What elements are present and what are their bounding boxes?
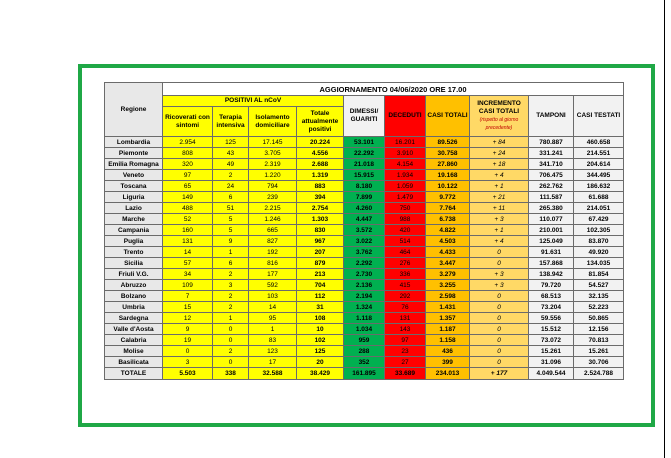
cell-incremento: 0 <box>470 313 529 324</box>
cell-totale-positivi: 1.303 <box>297 214 344 225</box>
cell-isolamento: 1.220 <box>249 170 297 181</box>
header-totale-positivi: Totale attualmente positivi <box>297 107 344 137</box>
cell-ricoverati: 2.954 <box>163 137 213 148</box>
cell-isolamento: 2.319 <box>249 159 297 170</box>
total-casi-testati: 2.524.788 <box>574 368 624 380</box>
cell-casi-testati: 54.527 <box>574 280 624 291</box>
cell-casi-totali: 1.187 <box>426 324 470 335</box>
cell-deceduti: 988 <box>385 214 426 225</box>
cell-ricoverati: 19 <box>163 335 213 346</box>
cell-isolamento: 827 <box>249 236 297 247</box>
cell-totale-positivi: 879 <box>297 258 344 269</box>
cell-deceduti: 76 <box>385 302 426 313</box>
cell-ricoverati: 488 <box>163 203 213 214</box>
cell-casi-testati: 61.688 <box>574 192 624 203</box>
cell-incremento: + 4 <box>470 170 529 181</box>
cell-incremento: + 1 <box>470 225 529 236</box>
cell-terapia: 2 <box>213 291 249 302</box>
cell-isolamento: 123 <box>249 346 297 357</box>
cell-deceduti: 16.201 <box>385 137 426 148</box>
table-row <box>105 225 624 236</box>
cell-totale-positivi: 31 <box>297 302 344 313</box>
table-row <box>105 302 624 313</box>
cell-dimessi: 1.118 <box>344 313 385 324</box>
cell-dimessi: 352 <box>344 357 385 368</box>
total-totale-positivi: 38.429 <box>297 368 344 380</box>
cell-isolamento: 1 <box>249 324 297 335</box>
header-casi-testati: CASI TESTATI <box>574 96 624 137</box>
covid-data-table <box>104 82 624 380</box>
table-row <box>105 357 624 368</box>
cell-totale-positivi: 10 <box>297 324 344 335</box>
cell-isolamento: 192 <box>249 247 297 258</box>
header-positivi-group: POSITIVI AL nCoV <box>163 96 344 107</box>
cell-totale-positivi: 1.319 <box>297 170 344 181</box>
cell-casi-totali: 436 <box>426 346 470 357</box>
cell-incremento: 0 <box>470 324 529 335</box>
cell-terapia: 1 <box>213 247 249 258</box>
cell-totale-positivi: 830 <box>297 225 344 236</box>
cell-tamponi: 59.556 <box>529 313 574 324</box>
cell-tamponi: 157.868 <box>529 258 574 269</box>
cell-dimessi: 2.136 <box>344 280 385 291</box>
cell-totale-positivi: 108 <box>297 313 344 324</box>
cell-casi-testati: 344.495 <box>574 170 624 181</box>
cell-incremento: + 84 <box>470 137 529 148</box>
cell-incremento: 0 <box>470 302 529 313</box>
cell-isolamento: 2.215 <box>249 203 297 214</box>
header-deceduti: DECEDUTI <box>385 96 426 137</box>
cell-ricoverati: 14 <box>163 247 213 258</box>
cell-deceduti: 276 <box>385 258 426 269</box>
total-region-name: TOTALE <box>105 368 163 380</box>
cell-deceduti: 464 <box>385 247 426 258</box>
cell-casi-testati: 15.261 <box>574 346 624 357</box>
cell-deceduti: 1.934 <box>385 170 426 181</box>
cell-dimessi: 7.899 <box>344 192 385 203</box>
cell-casi-testati: 83.870 <box>574 236 624 247</box>
cell-incremento: + 24 <box>470 148 529 159</box>
cell-totale-positivi: 207 <box>297 247 344 258</box>
cell-ricoverati: 57 <box>163 258 213 269</box>
cell-dimessi: 2.194 <box>344 291 385 302</box>
table-row <box>105 181 624 192</box>
cell-region-name: Emilia Romagna <box>105 159 163 170</box>
cell-terapia: 0 <box>213 357 249 368</box>
cell-deceduti: 4.154 <box>385 159 426 170</box>
cell-isolamento: 239 <box>249 192 297 203</box>
total-isolamento: 32.588 <box>249 368 297 380</box>
total-deceduti: 33.689 <box>385 368 426 380</box>
cell-terapia: 51 <box>213 203 249 214</box>
cell-deceduti: 420 <box>385 225 426 236</box>
cell-deceduti: 97 <box>385 335 426 346</box>
cell-region-name: Sicilia <box>105 258 163 269</box>
cell-dimessi: 3.572 <box>344 225 385 236</box>
cell-terapia: 49 <box>213 159 249 170</box>
cell-region-name: Molise <box>105 346 163 357</box>
cell-ricoverati: 7 <box>163 291 213 302</box>
cell-casi-totali: 89.526 <box>426 137 470 148</box>
cell-incremento: 0 <box>470 291 529 302</box>
cell-casi-testati: 460.658 <box>574 137 624 148</box>
cell-region-name: Liguria <box>105 192 163 203</box>
cell-casi-totali: 9.772 <box>426 192 470 203</box>
cell-region-name: Trento <box>105 247 163 258</box>
cell-dimessi: 4.447 <box>344 214 385 225</box>
header-ricoverati: Ricoverati con sintomi <box>163 107 213 137</box>
header-terapia: Terapia intensiva <box>213 107 249 137</box>
cell-casi-totali: 4.822 <box>426 225 470 236</box>
covid-table-sheet <box>104 82 624 380</box>
cell-terapia: 43 <box>213 148 249 159</box>
cell-totale-positivi: 967 <box>297 236 344 247</box>
cell-casi-totali: 27.860 <box>426 159 470 170</box>
cell-dimessi: 21.018 <box>344 159 385 170</box>
cell-casi-testati: 12.156 <box>574 324 624 335</box>
cell-region-name: Lazio <box>105 203 163 214</box>
cell-incremento: + 3 <box>470 269 529 280</box>
cell-dimessi: 1.034 <box>344 324 385 335</box>
cell-region-name: Lombardia <box>105 137 163 148</box>
cell-deceduti: 1.479 <box>385 192 426 203</box>
header-incremento <box>470 96 529 137</box>
cell-isolamento: 103 <box>249 291 297 302</box>
cell-deceduti: 292 <box>385 291 426 302</box>
cell-casi-totali: 3.255 <box>426 280 470 291</box>
cell-isolamento: 17.145 <box>249 137 297 148</box>
cell-tamponi: 73.204 <box>529 302 574 313</box>
cell-tamponi: 111.587 <box>529 192 574 203</box>
cell-casi-totali: 1.158 <box>426 335 470 346</box>
cell-terapia: 6 <box>213 258 249 269</box>
totale-row <box>105 368 624 380</box>
cell-tamponi: 262.762 <box>529 181 574 192</box>
cell-isolamento: 3.705 <box>249 148 297 159</box>
table-row <box>105 137 624 148</box>
cell-ricoverati: 3 <box>163 357 213 368</box>
cell-region-name: Toscana <box>105 181 163 192</box>
cell-dimessi: 53.101 <box>344 137 385 148</box>
table-row <box>105 247 624 258</box>
cell-dimessi: 22.292 <box>344 148 385 159</box>
cell-isolamento: 14 <box>249 302 297 313</box>
cell-ricoverati: 0 <box>163 346 213 357</box>
cell-deceduti: 23 <box>385 346 426 357</box>
cell-deceduti: 131 <box>385 313 426 324</box>
cell-terapia: 9 <box>213 236 249 247</box>
total-tamponi: 4.049.544 <box>529 368 574 380</box>
table-row <box>105 346 624 357</box>
cell-casi-totali: 7.764 <box>426 203 470 214</box>
cell-casi-testati: 70.813 <box>574 335 624 346</box>
cell-dimessi: 2.292 <box>344 258 385 269</box>
cell-terapia: 0 <box>213 324 249 335</box>
cell-ricoverati: 808 <box>163 148 213 159</box>
cell-ricoverati: 12 <box>163 313 213 324</box>
total-incremento: + 177 <box>470 368 529 380</box>
cell-dimessi: 8.180 <box>344 181 385 192</box>
table-row <box>105 269 624 280</box>
cell-ricoverati: 97 <box>163 170 213 181</box>
cell-casi-testati: 52.223 <box>574 302 624 313</box>
cell-terapia: 0 <box>213 335 249 346</box>
cell-isolamento: 83 <box>249 335 297 346</box>
cell-ricoverati: 34 <box>163 269 213 280</box>
cell-region-name: Abruzzo <box>105 280 163 291</box>
cell-ricoverati: 109 <box>163 280 213 291</box>
cell-dimessi: 1.324 <box>344 302 385 313</box>
cell-isolamento: 177 <box>249 269 297 280</box>
cell-incremento: + 4 <box>470 236 529 247</box>
cell-ricoverati: 320 <box>163 159 213 170</box>
cell-totale-positivi: 20.224 <box>297 137 344 148</box>
cell-region-name: Bolzano <box>105 291 163 302</box>
cell-terapia: 5 <box>213 214 249 225</box>
total-dimessi: 161.895 <box>344 368 385 380</box>
cell-deceduti: 143 <box>385 324 426 335</box>
cell-tamponi: 331.241 <box>529 148 574 159</box>
header-dimessi: DIMESSI/ GUARITI <box>344 96 385 137</box>
cell-dimessi: 3.762 <box>344 247 385 258</box>
table-row <box>105 236 624 247</box>
cell-tamponi: 15.261 <box>529 346 574 357</box>
table-row <box>105 203 624 214</box>
cell-terapia: 3 <box>213 280 249 291</box>
cell-isolamento: 17 <box>249 357 297 368</box>
cell-deceduti: 1.059 <box>385 181 426 192</box>
table-row <box>105 170 624 181</box>
cell-totale-positivi: 20 <box>297 357 344 368</box>
cell-ricoverati: 52 <box>163 214 213 225</box>
cell-ricoverati: 9 <box>163 324 213 335</box>
cell-region-name: Friuli V.G. <box>105 269 163 280</box>
cell-tamponi: 265.380 <box>529 203 574 214</box>
cell-incremento: 0 <box>470 346 529 357</box>
cell-incremento: + 3 <box>470 214 529 225</box>
cell-terapia: 5 <box>213 225 249 236</box>
cell-tamponi: 706.475 <box>529 170 574 181</box>
cell-casi-testati: 32.135 <box>574 291 624 302</box>
cell-dimessi: 3.022 <box>344 236 385 247</box>
cell-terapia: 1 <box>213 313 249 324</box>
cell-casi-testati: 214.051 <box>574 203 624 214</box>
cell-terapia: 2 <box>213 269 249 280</box>
cell-totale-positivi: 394 <box>297 192 344 203</box>
cell-terapia: 2 <box>213 302 249 313</box>
cell-region-name: Valle d'Aosta <box>105 324 163 335</box>
cell-casi-testati: 134.035 <box>574 258 624 269</box>
header-incremento-sub: (rispetto al giorno precedente) <box>479 117 519 131</box>
cell-dimessi: 959 <box>344 335 385 346</box>
header-casi-totali: CASI TOTALI <box>426 96 470 137</box>
cell-totale-positivi: 125 <box>297 346 344 357</box>
table-row <box>105 313 624 324</box>
cell-casi-totali: 19.168 <box>426 170 470 181</box>
header-regione: Regione <box>105 83 163 137</box>
cell-deceduti: 27 <box>385 357 426 368</box>
table-row <box>105 159 624 170</box>
table-row <box>105 148 624 159</box>
cell-region-name: Calabria <box>105 335 163 346</box>
cell-incremento: + 18 <box>470 159 529 170</box>
cell-ricoverati: 160 <box>163 225 213 236</box>
table-title: AGGIORNAMENTO 04/06/2020 ORE 17.00 <box>163 83 624 96</box>
cell-casi-testati: 204.614 <box>574 159 624 170</box>
cell-isolamento: 665 <box>249 225 297 236</box>
cell-region-name: Veneto <box>105 170 163 181</box>
table-row <box>105 258 624 269</box>
cell-casi-testati: 49.920 <box>574 247 624 258</box>
cell-totale-positivi: 2.754 <box>297 203 344 214</box>
header-incremento-label: INCREMENTO CASI TOTALI <box>477 100 521 115</box>
total-casi-totali: 234.013 <box>426 368 470 380</box>
cell-casi-testati: 50.865 <box>574 313 624 324</box>
cell-ricoverati: 149 <box>163 192 213 203</box>
cell-tamponi: 91.631 <box>529 247 574 258</box>
cell-incremento: 0 <box>470 357 529 368</box>
cell-tamponi: 15.512 <box>529 324 574 335</box>
cell-region-name: Basilicata <box>105 357 163 368</box>
cell-region-name: Marche <box>105 214 163 225</box>
cell-casi-totali: 399 <box>426 357 470 368</box>
table-row <box>105 324 624 335</box>
cell-casi-testati: 214.551 <box>574 148 624 159</box>
cell-tamponi: 110.077 <box>529 214 574 225</box>
cell-isolamento: 794 <box>249 181 297 192</box>
cell-isolamento: 592 <box>249 280 297 291</box>
cell-dimessi: 2.730 <box>344 269 385 280</box>
cell-tamponi: 31.096 <box>529 357 574 368</box>
cell-casi-totali: 30.758 <box>426 148 470 159</box>
cell-casi-testati: 67.429 <box>574 214 624 225</box>
cell-casi-totali: 2.598 <box>426 291 470 302</box>
cell-incremento: 0 <box>470 258 529 269</box>
cell-tamponi: 125.049 <box>529 236 574 247</box>
cell-region-name: Puglia <box>105 236 163 247</box>
total-ricoverati: 5.503 <box>163 368 213 380</box>
cell-casi-testati: 30.706 <box>574 357 624 368</box>
cell-casi-totali: 3.279 <box>426 269 470 280</box>
header-tamponi: TAMPONI <box>529 96 574 137</box>
cell-incremento: + 3 <box>470 280 529 291</box>
cell-totale-positivi: 4.556 <box>297 148 344 159</box>
cell-totale-positivi: 883 <box>297 181 344 192</box>
cell-casi-testati: 81.854 <box>574 269 624 280</box>
cell-tamponi: 341.710 <box>529 159 574 170</box>
cell-tamponi: 68.513 <box>529 291 574 302</box>
cell-totale-positivi: 112 <box>297 291 344 302</box>
cell-region-name: Campania <box>105 225 163 236</box>
cell-casi-totali: 6.738 <box>426 214 470 225</box>
cell-region-name: Sardegna <box>105 313 163 324</box>
cell-region-name: Piemonte <box>105 148 163 159</box>
cell-isolamento: 95 <box>249 313 297 324</box>
cell-incremento: 0 <box>470 247 529 258</box>
cell-terapia: 24 <box>213 181 249 192</box>
cell-deceduti: 750 <box>385 203 426 214</box>
table-row <box>105 214 624 225</box>
cell-deceduti: 3.910 <box>385 148 426 159</box>
table-body <box>105 137 624 380</box>
cell-casi-totali: 1.431 <box>426 302 470 313</box>
cell-deceduti: 514 <box>385 236 426 247</box>
cell-casi-testati: 102.305 <box>574 225 624 236</box>
cell-ricoverati: 15 <box>163 302 213 313</box>
right-edge-line <box>664 0 665 458</box>
cell-terapia: 125 <box>213 137 249 148</box>
cell-casi-totali: 10.122 <box>426 181 470 192</box>
cell-casi-testati: 186.632 <box>574 181 624 192</box>
cell-incremento: + 1 <box>470 181 529 192</box>
cell-tamponi: 780.887 <box>529 137 574 148</box>
cell-dimessi: 15.915 <box>344 170 385 181</box>
cell-deceduti: 415 <box>385 280 426 291</box>
table-row <box>105 280 624 291</box>
cell-ricoverati: 131 <box>163 236 213 247</box>
cell-isolamento: 816 <box>249 258 297 269</box>
cell-casi-totali: 1.357 <box>426 313 470 324</box>
table-row <box>105 192 624 203</box>
cell-terapia: 2 <box>213 170 249 181</box>
cell-deceduti: 336 <box>385 269 426 280</box>
cell-terapia: 2 <box>213 346 249 357</box>
cell-casi-totali: 3.447 <box>426 258 470 269</box>
cell-totale-positivi: 704 <box>297 280 344 291</box>
cell-incremento: + 11 <box>470 203 529 214</box>
cell-incremento: 0 <box>470 335 529 346</box>
cell-totale-positivi: 213 <box>297 269 344 280</box>
cell-tamponi: 138.942 <box>529 269 574 280</box>
total-terapia: 338 <box>213 368 249 380</box>
cell-ricoverati: 65 <box>163 181 213 192</box>
header-isolamento: Isolamento domiciliare <box>249 107 297 137</box>
cell-casi-totali: 4.503 <box>426 236 470 247</box>
cell-terapia: 6 <box>213 192 249 203</box>
cell-isolamento: 1.246 <box>249 214 297 225</box>
table-row <box>105 291 624 302</box>
table-row <box>105 335 624 346</box>
cell-totale-positivi: 2.688 <box>297 159 344 170</box>
cell-totale-positivi: 102 <box>297 335 344 346</box>
cell-casi-totali: 4.433 <box>426 247 470 258</box>
cell-dimessi: 4.260 <box>344 203 385 214</box>
cell-tamponi: 73.072 <box>529 335 574 346</box>
cell-tamponi: 79.720 <box>529 280 574 291</box>
cell-tamponi: 210.001 <box>529 225 574 236</box>
cell-region-name: Umbria <box>105 302 163 313</box>
cell-incremento: + 21 <box>470 192 529 203</box>
cell-dimessi: 288 <box>344 346 385 357</box>
